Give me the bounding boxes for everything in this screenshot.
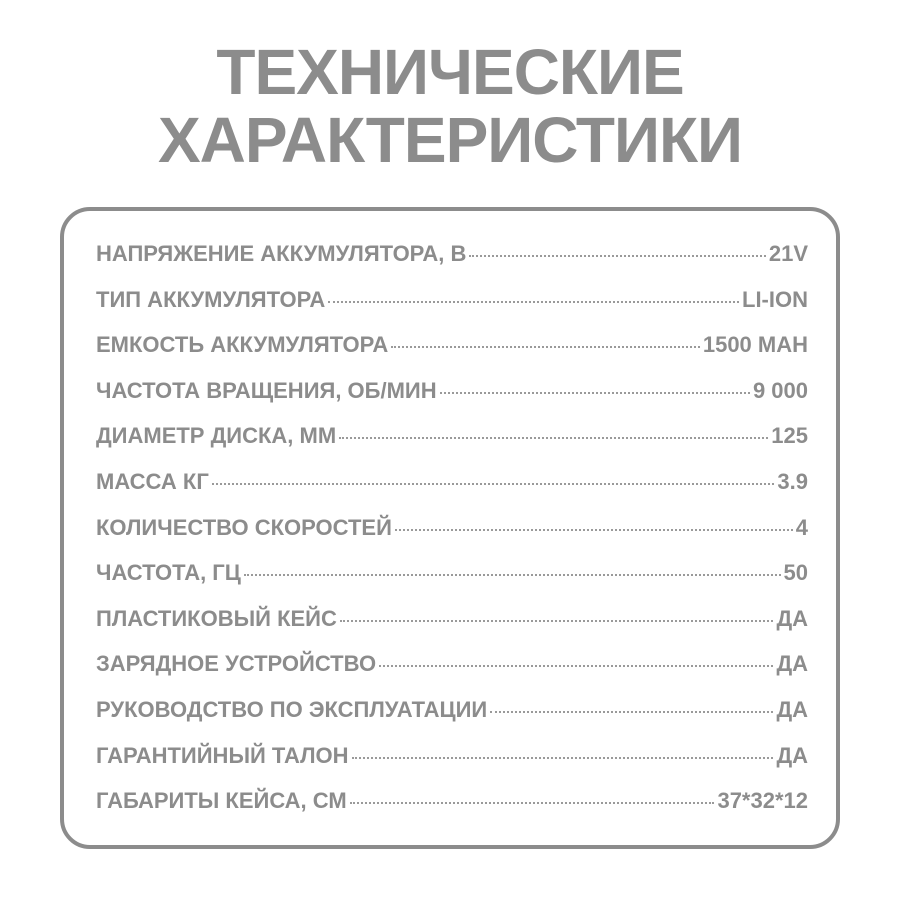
dot-leader: [328, 301, 739, 303]
specs-card: [60, 207, 840, 849]
spec-value: 125: [771, 423, 808, 449]
spec-label: ЧАСТОТА, ГЦ: [96, 560, 241, 586]
spec-value: ДА: [776, 742, 808, 768]
dot-leader: [244, 574, 781, 576]
spec-row-battery-voltage: [96, 231, 808, 277]
spec-label: КОЛИЧЕСТВО СКОРОСТЕЙ: [96, 514, 392, 540]
spec-row-disc-diameter: [96, 413, 808, 459]
page-title: [0, 38, 900, 174]
dot-leader: [379, 665, 773, 667]
spec-value: 37*32*12: [717, 788, 808, 814]
spec-row-charger: [96, 641, 808, 687]
spec-row-weight: [96, 459, 808, 505]
spec-value: 3.9: [777, 468, 808, 494]
spec-row-frequency: [96, 550, 808, 596]
dot-leader: [395, 529, 793, 531]
spec-value: 9 000: [752, 377, 808, 403]
spec-label: МАССА КГ: [96, 468, 209, 494]
spec-value: ДА: [776, 605, 808, 631]
spec-label: ЗАРЯДНОЕ УСТРОЙСТВО: [96, 651, 377, 677]
dot-leader: [440, 392, 750, 394]
spec-row-case-dimensions: [96, 778, 808, 824]
spec-label: ГАРАНТИЙНЫЙ ТАЛОН: [96, 742, 349, 768]
title-line-2: ХАРАКТЕРИСТИКИ: [157, 104, 743, 176]
spec-label: НАПРЯЖЕНИЕ АККУМУЛЯТОРА, В: [96, 241, 467, 266]
spec-row-manual: [96, 687, 808, 733]
spec-row-rotation-speed: [96, 368, 808, 414]
spec-row-speed-count: [96, 505, 808, 551]
dot-leader: [339, 437, 768, 439]
spec-row-warranty: [96, 733, 808, 779]
dot-leader: [469, 255, 765, 257]
specs-list: [96, 231, 808, 824]
spec-row-plastic-case: [96, 596, 808, 642]
spec-label: ЧАСТОТА ВРАЩЕНИЯ, ОБ/МИН: [96, 377, 437, 403]
spec-value: LI-ION: [742, 286, 808, 312]
spec-label: ЕМКОСТЬ АККУМУЛЯТОРА: [96, 332, 389, 358]
spec-row-battery-type: [96, 277, 808, 323]
spec-value: ДА: [776, 696, 808, 722]
spec-label: РУКОВОДСТВО ПО ЭКСПЛУАТАЦИИ: [96, 696, 488, 722]
dot-leader: [490, 711, 773, 713]
dot-leader: [340, 620, 774, 622]
dot-leader: [391, 346, 700, 348]
spec-label: ТИП АККУМУЛЯТОРА: [96, 286, 326, 312]
dot-leader: [352, 757, 774, 759]
spec-value: 1500 МАН: [702, 332, 808, 358]
spec-label: ПЛАСТИКОВЫЙ КЕЙС: [96, 605, 337, 631]
spec-value: 21V: [768, 241, 808, 266]
title-line-1: ТЕХНИЧЕСКИЕ: [216, 36, 684, 108]
dot-leader: [350, 802, 715, 804]
spec-row-battery-capacity: [96, 322, 808, 368]
spec-value: 4: [795, 514, 808, 540]
spec-label: ГАБАРИТЫ КЕЙСА, СМ: [96, 788, 347, 814]
spec-value: 50: [783, 560, 808, 586]
dot-leader: [212, 483, 775, 485]
spec-value: ДА: [776, 651, 808, 677]
spec-label: ДИАМЕТР ДИСКА, ММ: [96, 423, 337, 449]
